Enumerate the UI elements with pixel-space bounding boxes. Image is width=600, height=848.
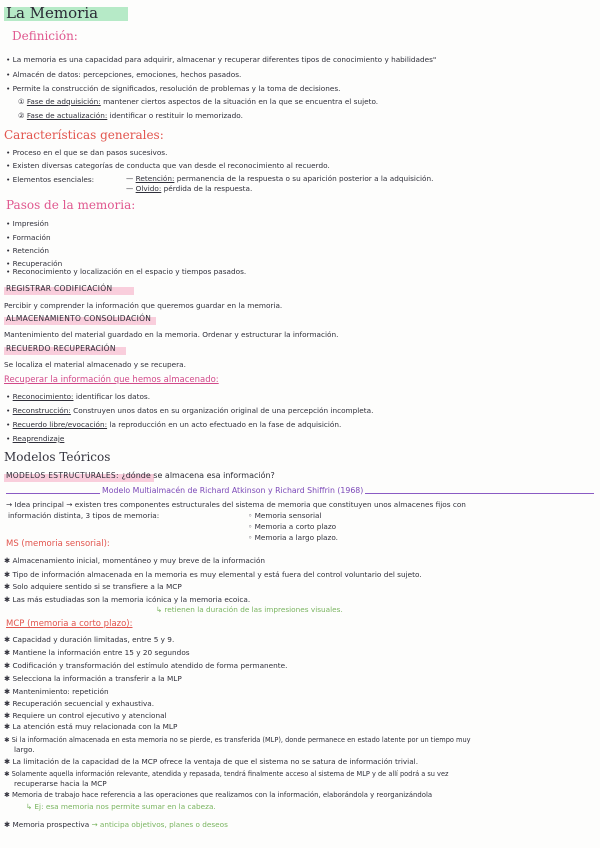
recuperar-item: • Reconstrucción: Construyen unos datos en su organización original de una percepción incompleta. [6,406,374,415]
ms-note: ↳ retienen la duración de las impresiones visuales. [156,605,343,614]
caracteristicas-heading: Características generales: [4,128,164,142]
mcp-long-4: ✱ Memoria de trabajo hace referencia a las operaciones que realizamos con la información, elaborándola y reorganizándola [4,791,433,799]
mcp-item: ✱ Requiere un control ejecutivo y atencional [4,711,167,720]
mcp-item: ✱ Recuperación secuencial y exhaustiva. [4,699,155,708]
definicion-bullet-3: • Permite la construcción de significados, resolución de problemas y la toma de decisiones. [6,84,341,93]
definicion-bullet-2: • Almacén de datos: percepciones, emociones, hechos pasados. [6,70,242,79]
mcp-long-1b: largo. [14,745,35,754]
memory-type: ◦ Memoria sensorial [248,511,322,520]
pasos-item: • Reconocimiento y localización en el espacio y tiempos pasados. [6,267,247,276]
registrar-label: REGISTRAR CODIFICACIÓN [6,284,113,293]
ms-item: ✱ Almacenamiento inicial, momentáneo y muy breve de la información [4,556,266,565]
ms-item: ✱ Tipo de información almacenada en la memoria es muy elemental y está fuera del control voluntario del sujeto. [4,570,422,579]
mcp-item: ✱ Mantiene la información entre 15 y 20 segundos [4,648,190,657]
mcp-item: ✱ Selecciona la información a transferir a la MLP [4,674,182,683]
registrar-text: Percibir y comprender la información que queremos guardar en la memoria. [4,301,283,310]
memoria-prospectiva: ✱ Memoria prospectiva → anticipa objetivos, planes o deseos [4,820,228,829]
model-title: Modelo Multialmacén de Richard Atkinson y Richard Shiffrin (1968) [102,486,364,495]
mcp-long-3: ✱ Solamente aquella información relevante, atendida y repasada, tendrá finalmente acceso al sistema de MLP y de allí podrá a su vez [4,770,449,778]
pasos-item: • Formación [6,233,51,242]
retencion-item: — Retención: permanencia de la respuesta o su aparición posterior a la adquisición. [126,174,434,183]
olvido-item: — Olvido: pérdida de la respuesta. [126,184,253,193]
pasos-item: • Retención [6,246,49,255]
mcp-long-1: ✱ Si la información almacenada en esta memoria no se pierde, es transferida (MLP), donde permanece en estado latente por un tiempo muy [4,736,471,744]
page-title: La Memoria [6,4,99,22]
recuperar-item: • Recuerdo libre/evocación: la reproducción en un acto efectuado en la fase de adquisición. [6,420,342,429]
mcp-item: ✱ Mantenimiento: repetición [4,687,109,696]
fase-actualizacion: ② Fase de actualización: identificar o restituir lo memorizado. [18,111,243,120]
caracteristicas-bullet-2: • Existen diversas categorías de conducta que van desde el reconocimiento al recuerdo. [6,161,330,170]
pasos-heading: Pasos de la memoria: [6,198,136,212]
ms-item: ✱ Solo adquiere sentido si se transfiere a la MCP [4,582,182,591]
mcp-note: ↳ Ej: esa memoria nos permite sumar en la cabeza. [26,802,216,811]
ms-item: ✱ Las más estudiadas son la memoria icónica y la memoria ecoica. [4,595,251,604]
caracteristicas-bullet-1: • Proceso en el que se dan pasos sucesivos. [6,148,168,157]
recuerdo-text: Se localiza el material almacenado y se recupera. [4,360,186,369]
mcp-item: ✱ La atención está muy relacionada con la MLP [4,722,178,731]
almacenamiento-text: Mantenimiento del material guardado en la memoria. Ordenar y estructurar la información. [4,330,339,339]
pasos-item: • Impresión [6,219,49,228]
model-paragraph-1: → Idea principal → existen tres componentes estructurales del sistema de memoria que constituyen unos almacenes fijos con [6,500,466,509]
recuperar-item: • Reconocimiento: identificar los datos. [6,392,151,401]
memory-type: ◦ Memoria a largo plazo. [248,533,338,542]
ms-heading: MS (memoria sensorial): [6,539,110,549]
recuperar-heading: Recuperar la información que hemos almacenado: [4,375,219,385]
mcp-long-2: ✱ La limitación de la capacidad de la MCP ofrece la ventaja de que el sistema no se satura de información trivial. [4,757,419,766]
mcp-heading: MCP (memoria a corto plazo): [6,619,133,629]
almacenamiento-label: ALMACENAMIENTO CONSOLIDACIÓN [6,314,152,323]
mcp-long-3b: recuperarse hacia la MCP [14,779,107,788]
mcp-item: ✱ Codificación y transformación del estímulo atendido de forma permanente. [4,661,288,670]
recuperar-item: • Reaprendizaje [6,434,65,443]
recuerdo-label: RECUERDO RECUPERACIÓN [6,344,116,353]
definicion-heading: Definición: [12,29,78,43]
modelos-estructurales-label: MODELOS ESTRUCTURALES: ¿dónde se almacena esa información? [6,471,275,480]
definicion-bullet-1: • La memoria es una capacidad para adquirir, almacenar y recuperar diferentes tipos de conocimiento y habilidades" [6,55,437,64]
fase-adquisicion: ① Fase de adquisición: mantener ciertos aspectos de la situación en la que se encuentra el sujeto. [18,97,379,106]
model-paragraph-2: información distinta, 3 tipos de memoria: [8,511,160,520]
mcp-item: ✱ Capacidad y duración limitadas, entre 5 y 9. [4,635,175,644]
pasos-item: • Recuperación [6,259,63,268]
modelos-heading: Modelos Teóricos [4,450,111,464]
caracteristicas-bullet-3: • Elementos esenciales: [6,175,95,184]
memory-type: ◦ Memoria a corto plazo [248,522,337,531]
